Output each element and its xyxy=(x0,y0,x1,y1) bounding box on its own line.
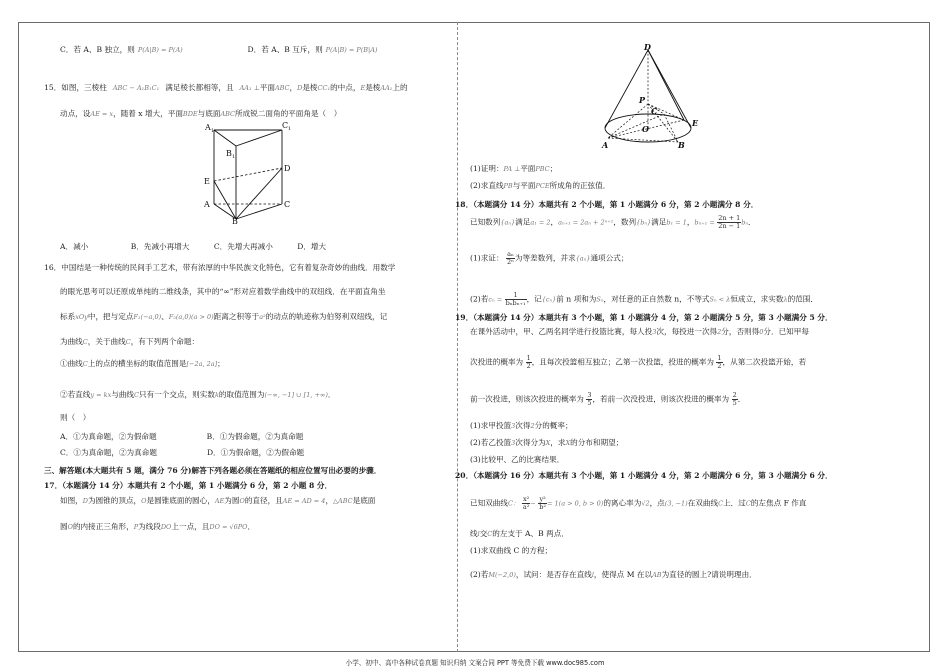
option: B．①为假命题，②为真命题 xyxy=(206,432,304,441)
text: 分．已知甲每 xyxy=(763,327,809,336)
q16-options-ab xyxy=(60,431,303,442)
math: C xyxy=(718,499,724,508)
q19-part3: (3)比较甲、乙的比赛结果． xyxy=(470,455,565,464)
q16-line1: 16．中国结是一种传统的民间手工艺术，带有浓厚的中华民族文化特色，它有着复杂奇妙的曲线．用数学 xyxy=(44,263,396,272)
text: ． xyxy=(247,522,256,531)
denominator: 5 xyxy=(587,399,592,407)
text: 通项公式； xyxy=(590,253,629,263)
label-b: B xyxy=(232,217,238,224)
math: AA₁ ⊥ xyxy=(239,84,260,92)
text: 满足 xyxy=(515,217,531,227)
math: [−2a, 2a] xyxy=(186,360,218,368)
denominator: bₙbₙ₊₁ xyxy=(505,299,526,307)
option: A．减小 xyxy=(60,242,89,251)
text: ， xyxy=(289,83,298,92)
label-c1: C xyxy=(282,121,289,130)
text: (2)若乙投篮 xyxy=(470,438,512,447)
text: ，数列 xyxy=(613,217,637,227)
option: D．增大 xyxy=(297,242,327,251)
option-d: D．若 A、B 互斥，则 xyxy=(247,45,323,54)
math: aₙ₊₁ = 2aₙ + 2ⁿ⁺¹ xyxy=(558,218,614,227)
math: AE = AD = 4 xyxy=(282,497,326,505)
denominator: a² xyxy=(522,503,530,511)
numerator: y² xyxy=(539,495,546,503)
math: PCE xyxy=(535,182,550,190)
math: C xyxy=(487,530,493,538)
math: 0 xyxy=(759,328,764,336)
text: ，记 xyxy=(526,294,542,304)
numerator: 1 xyxy=(505,292,527,300)
q16-options-cd xyxy=(60,447,304,458)
math: △ABC xyxy=(333,497,353,505)
option: B．先减小再增大 xyxy=(130,242,190,251)
math: AA₁ xyxy=(380,84,393,92)
denominator: b² xyxy=(539,503,547,511)
q19-line2 xyxy=(470,355,806,370)
math: C xyxy=(745,499,751,508)
fraction xyxy=(506,251,515,266)
math: CC₁ xyxy=(317,84,331,92)
text: ， xyxy=(550,217,559,227)
text: ． xyxy=(748,217,756,227)
math: Sₙ < λ xyxy=(709,295,731,304)
edge-eb xyxy=(214,181,236,219)
label-b: B xyxy=(678,140,685,150)
math: 3 xyxy=(511,422,516,430)
math: l xyxy=(591,571,594,579)
math: C xyxy=(134,391,139,399)
q18-title: 18．（本题满分 14 分）本题共有 2 个小题，第 1 小题满分 6 分，第 2 小题满分 8 分． xyxy=(455,200,759,209)
label-c: C xyxy=(651,106,658,116)
label-e: E xyxy=(204,177,210,186)
text: 上的点的横坐标的取值范围是 xyxy=(87,359,187,368)
math: ABC xyxy=(220,110,236,118)
denominator: 2ⁿ xyxy=(506,258,514,266)
math: b₁ = 1 xyxy=(666,218,687,227)
text: (2)求直线 xyxy=(470,181,504,190)
math: PA ⊥ xyxy=(503,165,521,173)
option-line-cd xyxy=(60,44,377,56)
text: 15．如图，三棱柱 xyxy=(44,83,107,92)
math: 2 xyxy=(530,422,535,430)
text: ，对任意的正自然数 n，不等式 xyxy=(603,294,710,304)
math: (−∞, −1] ∪ [1, +∞) xyxy=(264,391,328,399)
text: ，且每次投篮相互独立；乙第一次投篮，投进的概率为 xyxy=(531,357,714,367)
text: 是圆锥底面的圆心， xyxy=(146,496,215,505)
text: 为圆锥的顶点， xyxy=(88,496,142,505)
text: 的中点， xyxy=(330,83,361,92)
math: bₙ₊₁ = xyxy=(694,218,715,227)
math: PB xyxy=(503,182,513,190)
label-a1-sub: 1 xyxy=(211,128,215,134)
q16-then: 则（ ） xyxy=(60,413,91,422)
q16-line3 xyxy=(60,311,387,323)
math: AE = x xyxy=(90,110,114,118)
text: 交 xyxy=(479,529,488,538)
edge-ac xyxy=(608,114,664,138)
label-b1-sub: 1 xyxy=(232,154,236,160)
text: 上一点，且 xyxy=(171,522,210,531)
math: 3 xyxy=(652,328,657,336)
page-footer: 小学、初中、高中各种试卷真题 知识归纳 文案合同 PPT 等免费下载 www.doc985.com xyxy=(345,659,605,667)
text: ，随着 x 增大，平面 xyxy=(113,109,183,118)
label-c: C xyxy=(284,200,291,209)
text: 为曲线 xyxy=(60,337,83,346)
q18-line1 xyxy=(470,215,756,230)
math: k xyxy=(214,391,219,399)
math: O xyxy=(67,523,73,531)
math: xOy xyxy=(75,313,88,321)
text: (1)求证： xyxy=(470,253,504,263)
text: ， xyxy=(686,217,695,227)
math: {bₙ} xyxy=(636,218,652,227)
text: ，从第二次投篮开始，若 xyxy=(722,357,807,367)
text: ． xyxy=(737,394,746,404)
text: 的取值范围为 xyxy=(218,390,265,399)
math: D xyxy=(297,84,303,92)
edge-b1c1 xyxy=(236,130,282,146)
q17-line1 xyxy=(60,495,375,507)
label-p: P xyxy=(639,95,646,105)
text: ，求 xyxy=(550,438,566,447)
text: ，关于曲线 xyxy=(87,337,126,346)
label-o: O xyxy=(642,124,649,134)
q18-part2 xyxy=(470,292,818,307)
option-c: C．若 A、B 独立，则 xyxy=(60,45,135,54)
q20-part1: (1)求双曲线 C 的方程； xyxy=(470,546,553,555)
math: BDE xyxy=(182,110,198,118)
text: ①曲线 xyxy=(60,359,83,368)
text: 圆 xyxy=(60,522,68,531)
text: 分，否则得 xyxy=(721,327,760,336)
text: 分的概率； xyxy=(534,421,573,430)
fraction xyxy=(505,292,527,307)
text: ，有下列两个命题： xyxy=(130,337,200,346)
text: 满足棱长都相等，且 xyxy=(165,83,234,92)
numerator: 1 xyxy=(717,354,722,362)
math: PBC xyxy=(535,165,550,173)
label-a1: A xyxy=(205,123,211,132)
text: 与曲线 xyxy=(111,390,135,399)
text: 是棱 xyxy=(302,83,318,92)
numerator: 2n + 1 xyxy=(718,214,741,222)
denominator: 2 xyxy=(717,362,722,370)
text: 为线段 xyxy=(138,522,161,531)
label-d: D xyxy=(284,164,291,173)
text: (2)若 xyxy=(470,294,489,304)
q17-part1 xyxy=(470,163,557,175)
math: a₁ = 2 xyxy=(530,218,551,227)
text: 是底面 xyxy=(352,496,376,505)
numerator: 1 xyxy=(526,354,531,362)
math: C xyxy=(125,338,131,346)
text: ，试问：是否存在直线 xyxy=(515,570,592,579)
q15-line2 xyxy=(60,108,341,120)
text: 中，把与定点 xyxy=(87,312,134,321)
math: √2 xyxy=(641,499,650,508)
math: DO = √6PO xyxy=(209,523,248,531)
section-3-heading: 三、解答题(本大题共有 5 题，满分 76 分)解答下列各题必须在答题纸的相应位置写出必要的步骤． xyxy=(44,466,382,475)
q19-line1 xyxy=(470,326,809,338)
cone-figure xyxy=(596,42,708,152)
label-a: A xyxy=(204,200,210,209)
text: 的直径，且 xyxy=(244,496,283,505)
q20-line1 xyxy=(470,496,807,511)
text: ． xyxy=(327,390,336,399)
math: 3 xyxy=(511,439,516,447)
label-d: D xyxy=(644,42,651,52)
q16-line4 xyxy=(60,336,199,348)
q19-part1 xyxy=(470,420,573,432)
text: 满足 xyxy=(651,217,667,227)
math: − xyxy=(530,499,536,508)
numerator: 3 xyxy=(587,391,592,399)
text: (2)若 xyxy=(470,570,489,579)
text: 已知双曲线 xyxy=(470,498,508,508)
q20-part2 xyxy=(470,569,757,581)
text: 次得分为 xyxy=(515,438,546,447)
math: C xyxy=(82,360,88,368)
text: 的范围． xyxy=(787,294,818,304)
math: 2 xyxy=(717,328,722,336)
math: DO xyxy=(160,523,172,531)
math: {cₙ} xyxy=(541,295,557,304)
text: 平面 xyxy=(520,164,536,173)
numerator: x² xyxy=(522,495,530,503)
q17-line2 xyxy=(60,521,255,533)
text: ，点 xyxy=(649,498,665,508)
math: AE xyxy=(214,497,225,505)
text: 在课外活动中，甲、乙两名同学进行投篮比赛，每人投 xyxy=(470,327,653,336)
q16-line2: 的眼光思考可以还原成单纯的二维线条，其中的“∞”形对应着数学曲线中的双纽线．在平面直角坐 xyxy=(60,287,386,296)
text: 上的 xyxy=(392,83,408,92)
prism-figure xyxy=(196,120,292,224)
text: ； xyxy=(217,359,225,368)
label-c1-sub: 1 xyxy=(288,126,292,132)
q18-part1 xyxy=(470,251,628,266)
cone-left-slant xyxy=(605,50,648,128)
text: 所成锐二面角的平面角是（ ） xyxy=(235,109,342,118)
math: ABC xyxy=(274,84,290,92)
text: 为直径的圆上?请说明理由． xyxy=(661,570,757,579)
text: 次，每投进一次得 xyxy=(656,327,718,336)
text: 与底面 xyxy=(197,109,221,118)
text: 次投进的概率为 xyxy=(470,357,524,367)
text: 的动点的轨迹称为伯努利双纽线，记 xyxy=(265,312,388,321)
text: 、 xyxy=(161,312,169,321)
text: 是棱 xyxy=(365,83,381,92)
text: ，若前一次没投进，则该次投进的概率为 xyxy=(592,394,730,404)
text: 平面 xyxy=(259,83,275,92)
text: (1)证明： xyxy=(470,164,504,173)
text: 的分布和期望； xyxy=(570,438,624,447)
text: 所成角的正弦值． xyxy=(549,181,611,190)
text: 的左焦点 F 作直 xyxy=(750,498,807,508)
math: = 1(a > 0, b > 0) xyxy=(547,499,604,508)
math: F₂(a,0)(a > 0) xyxy=(168,313,214,321)
math: λ xyxy=(783,295,788,304)
math: l xyxy=(477,530,480,538)
column-divider xyxy=(457,22,458,652)
text: (1)求甲投篮 xyxy=(470,421,512,430)
q16-proposition-2 xyxy=(60,389,335,401)
fraction xyxy=(717,215,741,230)
math: X xyxy=(565,439,571,447)
text: 为圆 xyxy=(224,496,240,505)
text: 上．过 xyxy=(723,498,746,508)
edge-cb xyxy=(664,114,678,142)
math: AB xyxy=(652,571,662,579)
text: 前 n 项和为 xyxy=(556,294,597,304)
text: 只有一个交点，则实数 xyxy=(139,390,215,399)
math: P(A|B) = P(B|A) xyxy=(325,46,378,54)
text: ； xyxy=(549,164,558,173)
text: 次得 xyxy=(515,421,531,430)
text: 与平面 xyxy=(512,181,536,190)
math: bₙ xyxy=(741,218,749,227)
q15-line1 xyxy=(44,82,408,94)
text: ， xyxy=(325,496,334,505)
math: P(A|B) = P(A) xyxy=(137,46,183,54)
label-b1: B xyxy=(226,149,232,158)
math: X xyxy=(545,439,551,447)
q16-proposition-1 xyxy=(60,358,225,370)
text: 距离之积等于 xyxy=(213,312,260,321)
numerator: aₙ xyxy=(507,250,514,258)
math: a² xyxy=(259,313,266,321)
text: 如图， xyxy=(60,496,83,505)
option: D．①为假命题，②为假命题 xyxy=(206,448,305,457)
math: (3, −1) xyxy=(664,499,688,508)
math: O xyxy=(141,497,147,505)
text: 的内接正三角形， xyxy=(72,522,134,531)
math: C： xyxy=(507,499,520,508)
option: A．①为真命题，②为假命题 xyxy=(60,432,157,441)
denominator: 2n − 1 xyxy=(718,222,741,230)
label-a: A xyxy=(602,140,609,150)
q19-part2 xyxy=(470,437,623,449)
text: 动点，设 xyxy=(60,109,91,118)
q15-options xyxy=(60,241,326,252)
option: C．先增大再减小 xyxy=(213,242,273,251)
q17-title: 17．（本题满分 14 分）本题共有 2 个小题，第 1 小题满分 6 分，第 2 小题 8 分． xyxy=(44,481,333,490)
math: Sₙ xyxy=(596,295,604,304)
q19-title: 19．（本题满分 14 分）本题共有 3 个小题，第 1 小题满分 4 分，第 2 小题满分 5 分，第 3 小题满分 5 分． xyxy=(455,313,833,322)
denominator: 5 xyxy=(732,399,737,407)
text: 已知数列 xyxy=(470,217,501,227)
text: 恒成立，求实数 xyxy=(730,294,784,304)
text: 的离心率为 xyxy=(603,498,642,508)
denominator: 2 xyxy=(526,362,531,370)
math: O xyxy=(239,497,245,505)
math: C xyxy=(82,338,88,346)
text: 前一次投进，则该次投进的概率为 xyxy=(470,394,584,404)
q19-line3 xyxy=(470,392,745,407)
text: 标系 xyxy=(60,312,76,321)
math: cₙ = xyxy=(488,295,503,304)
numerator: 2 xyxy=(732,391,737,399)
text: 为等差数列，并求 xyxy=(514,253,576,263)
text: ，使得点 M 在以 xyxy=(593,570,653,579)
math: M(−2,0) xyxy=(488,571,516,579)
q20-line2 xyxy=(470,528,569,540)
q20-title: 20．（本题满分 16 分）本题共有 3 个小题，第 1 小题满分 4 分，第 2 小题满分 6 分，第 3 小题满分 6 分． xyxy=(455,471,833,480)
q17-part2 xyxy=(470,180,610,192)
math: E xyxy=(360,84,366,92)
math: {aₙ} xyxy=(500,218,516,227)
math: F₁(−a,0) xyxy=(133,313,162,321)
option: C．①为真命题，②为真命题 xyxy=(60,448,157,457)
text: 的左支于 A、B 两点． xyxy=(492,529,569,538)
text: 在双曲线 xyxy=(687,498,719,508)
fraction xyxy=(538,496,547,511)
math: D xyxy=(82,497,88,505)
edge-a1b1 xyxy=(214,130,236,146)
text: ②若直线 xyxy=(60,390,91,399)
text: 线 xyxy=(470,529,478,538)
label-e: E xyxy=(692,118,699,128)
math: y = kx xyxy=(90,391,112,399)
math: {aₙ} xyxy=(575,254,591,263)
math: P xyxy=(133,523,139,531)
math: ABC − A₁B₁C₁ xyxy=(112,84,160,92)
